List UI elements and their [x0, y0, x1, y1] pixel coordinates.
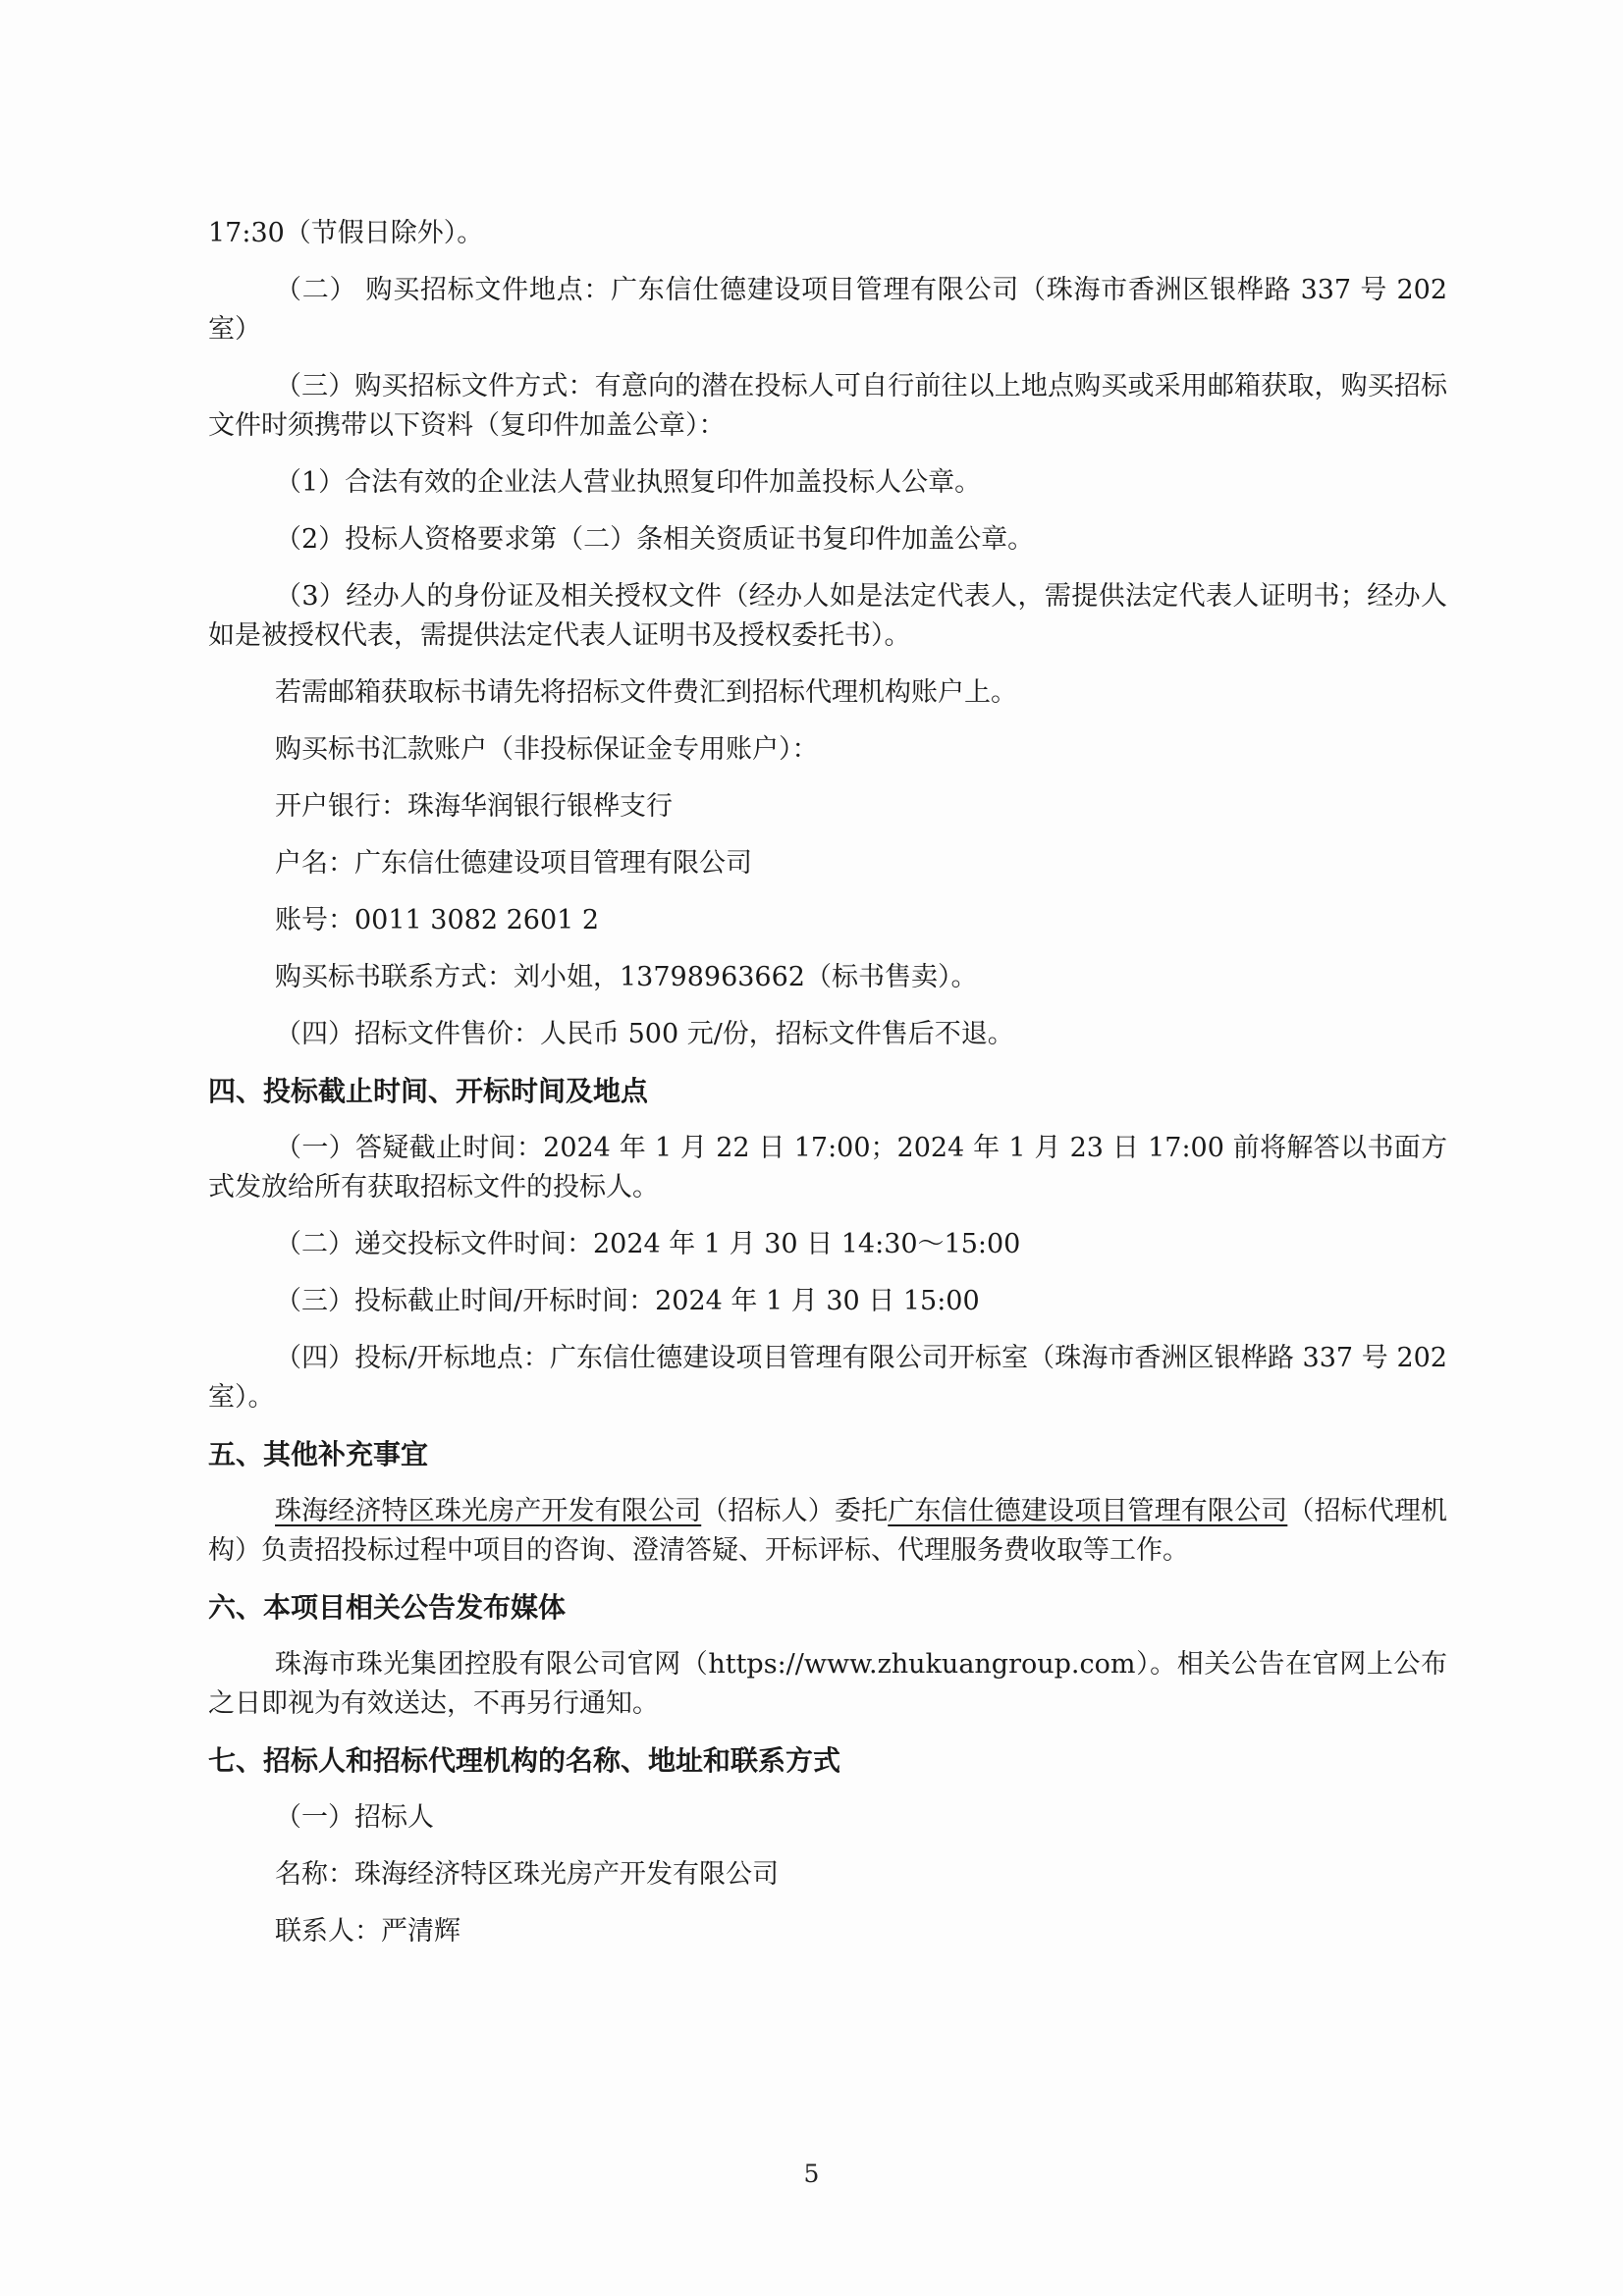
email-note: 若需邮箱获取标书请先将招标文件费汇到招标代理机构账户上。 — [275, 677, 1017, 708]
tenderer-subheading: （一）招标人 — [275, 1802, 434, 1833]
opening-time: （三）投标截止时间/开标时间：2024 年 1 月 30 日 15:00 — [275, 1286, 980, 1316]
purchase-contact: 购买标书联系方式：刘小姐，13798963662（标书售卖）。 — [275, 962, 978, 992]
text-fragment: （招标代理机构）负责招投标过程中项目的咨询、澄清答疑、开标评标、代理服务费收取等工作。 — [208, 1496, 1448, 1566]
section-heading-4: 四、投标截止时间、开标时间及地点 — [208, 1075, 649, 1107]
account-name: 户名：广东信仕德建设项目管理有限公司 — [275, 848, 752, 879]
section-heading-6: 六、本项目相关公告发布媒体 — [208, 1591, 567, 1624]
supplementary-matters — [208, 1492, 1447, 1571]
agency-name-underlined: 广东信仕德建设项目管理有限公司 — [888, 1496, 1288, 1526]
document-price: （四）招标文件售价：人民币 500 元/份，招标文件售后不退。 — [275, 1019, 1014, 1049]
text-fragment: （招标人）委托 — [701, 1496, 889, 1526]
purchase-location: （二） 购买招标文件地点：广东信仕德建设项目管理有限公司（珠海市香洲区银桦路 337 号 202室） — [208, 275, 1447, 345]
page-number: 5 — [803, 2160, 820, 2188]
document-body — [208, 214, 1447, 1969]
tenderer-name: 名称：珠海经济特区珠光房产开发有限公司 — [275, 1859, 779, 1890]
submission-time: （二）递交投标文件时间：2024 年 1 月 30 日 14:30～15:00 — [275, 1229, 1021, 1259]
purchase-method: （三）购买招标文件方式：有意向的潜在投标人可自行前往以上地点购买或采用邮箱获取，购买招标文件时须携带以下资料（复印件加盖公章）： — [208, 371, 1447, 441]
requirement-3: （3）经办人的身份证及相关授权文件（经办人如是法定代表人，需提供法定代表人证明书；经办人如是被授权代表，需提供法定代表人证明书及授权委托书）。 — [208, 581, 1447, 651]
text-line: 17:30（节假日除外）。 — [208, 218, 484, 248]
remittance-account-title: 购买标书汇款账户（非投标保证金专用账户）： — [275, 734, 819, 765]
publication-media: 珠海市珠光集团控股有限公司官网（https://www.zhukuangroup.com）。相关公告在官网上公布之日即视为有效送达，不再另行通知。 — [208, 1649, 1447, 1719]
requirement-2: （2）投标人资格要求第（二）条相关资质证书复印件加盖公章。 — [275, 524, 1035, 555]
query-deadline: （一）答疑截止时间：2024 年 1 月 22 日 17:00；2024 年 1 月 23 日 17:00 前将解答以书面方式发放给所有获取招标文件的投标人。 — [208, 1133, 1447, 1202]
account-number: 账号：0011 3082 2601 2 — [275, 905, 600, 935]
tenderer-name-underlined: 珠海经济特区珠光房产开发有限公司 — [275, 1496, 702, 1526]
section-heading-5: 五、其他补充事宜 — [208, 1438, 429, 1470]
opening-location: （四）投标/开标地点：广东信仕德建设项目管理有限公司开标室（珠海市香洲区银桦路 337 号 202 室）。 — [208, 1343, 1447, 1413]
requirement-1: （1）合法有效的企业法人营业执照复印件加盖投标人公章。 — [275, 467, 982, 498]
section-heading-7: 七、招标人和招标代理机构的名称、地址和联系方式 — [208, 1744, 841, 1777]
tenderer-contact: 联系人：严清辉 — [275, 1916, 460, 1947]
bank-name: 开户银行：珠海华润银行银桦支行 — [275, 791, 673, 822]
